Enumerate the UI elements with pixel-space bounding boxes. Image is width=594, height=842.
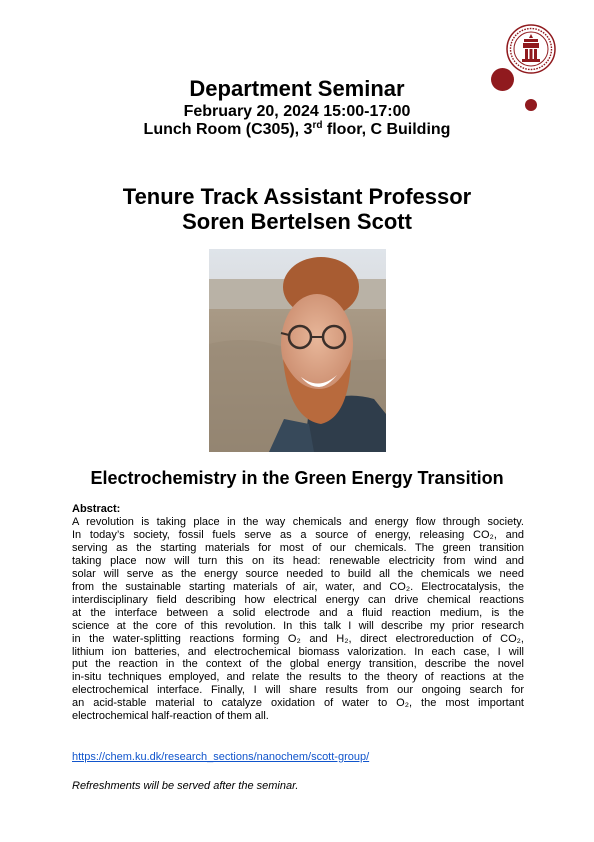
location-ordinal: rd [312,120,323,131]
abstract-line: science at the core of this revolution. In this talk I will describe my prior research [72,619,524,632]
abstract-line: solar will serve as the energy source needed to build all the chemicals we need [72,567,524,580]
page-title: Department Seminar [189,76,405,101]
location-text-rest: floor, C Building [322,121,451,138]
abstract-line: in the water-splitting reactions forming O₂ and H₂, direct electroreduction of CO₂, [72,632,524,645]
abstract-line: In today’s society, fossil fuels serve as a source of energy, releasing CO₂, and [72,528,524,541]
abstract-label: Abstract: [72,503,121,515]
abstract-line: electrochemical interface. Finally, I will share results from our ongoing search for [72,684,524,697]
speaker-role: Tenure Track Assistant Professor [122,184,472,209]
abstract-line: A revolution is taking place in the way chemicals and energy flow through society. [72,516,524,528]
seminar-date-time: February 20, 2024 15:00-17:00 [183,103,411,120]
seminar-location [0,120,594,139]
abstract-line: electrochemical half-reaction of them all. [72,710,269,723]
abstract-line: an acid-stable material to catalyze oxidation of water to O₂, the most important [72,697,524,710]
abstract-line: from the sustainable starting materials of air, water, and CO₂. Electrocatalysis, the [72,580,524,593]
abstract-line: taking place now will turn this on its head: renewable electricity from wind and [72,554,524,567]
abstract-text [72,516,524,723]
abstract-line: lithium ion batteries, and electrochemical biomass valorization. In each case, I will [72,645,524,658]
location-text: Lunch Room (C305), 3 [143,121,313,138]
speaker-photo [209,249,386,452]
abstract-line: put the reaction in the context of the global energy transition, describe the novel [72,658,524,671]
abstract-line: serving as the starting materials for most of our chemicals. The green transition [72,541,524,554]
abstract-line: in-situ techniques employed, and relate the results to the theory of reactions at the [72,671,524,684]
refreshments-note: Refreshments will be served after the seminar. [72,780,299,792]
university-seal-icon [506,24,556,74]
speaker-name: Soren Bertelsen Scott [182,209,412,234]
abstract-line: at the interface between a solid electrode and a fluid reaction medium, is the [72,606,524,619]
abstract-line: interdisciplinary field describing how electrical energy can drive chemical reactions [72,593,524,606]
research-group-link[interactable]: https://chem.ku.dk/research_sections/nanochem/scott-group/ [72,751,370,763]
talk-title: Electrochemistry in the Green Energy Transition [90,468,504,488]
